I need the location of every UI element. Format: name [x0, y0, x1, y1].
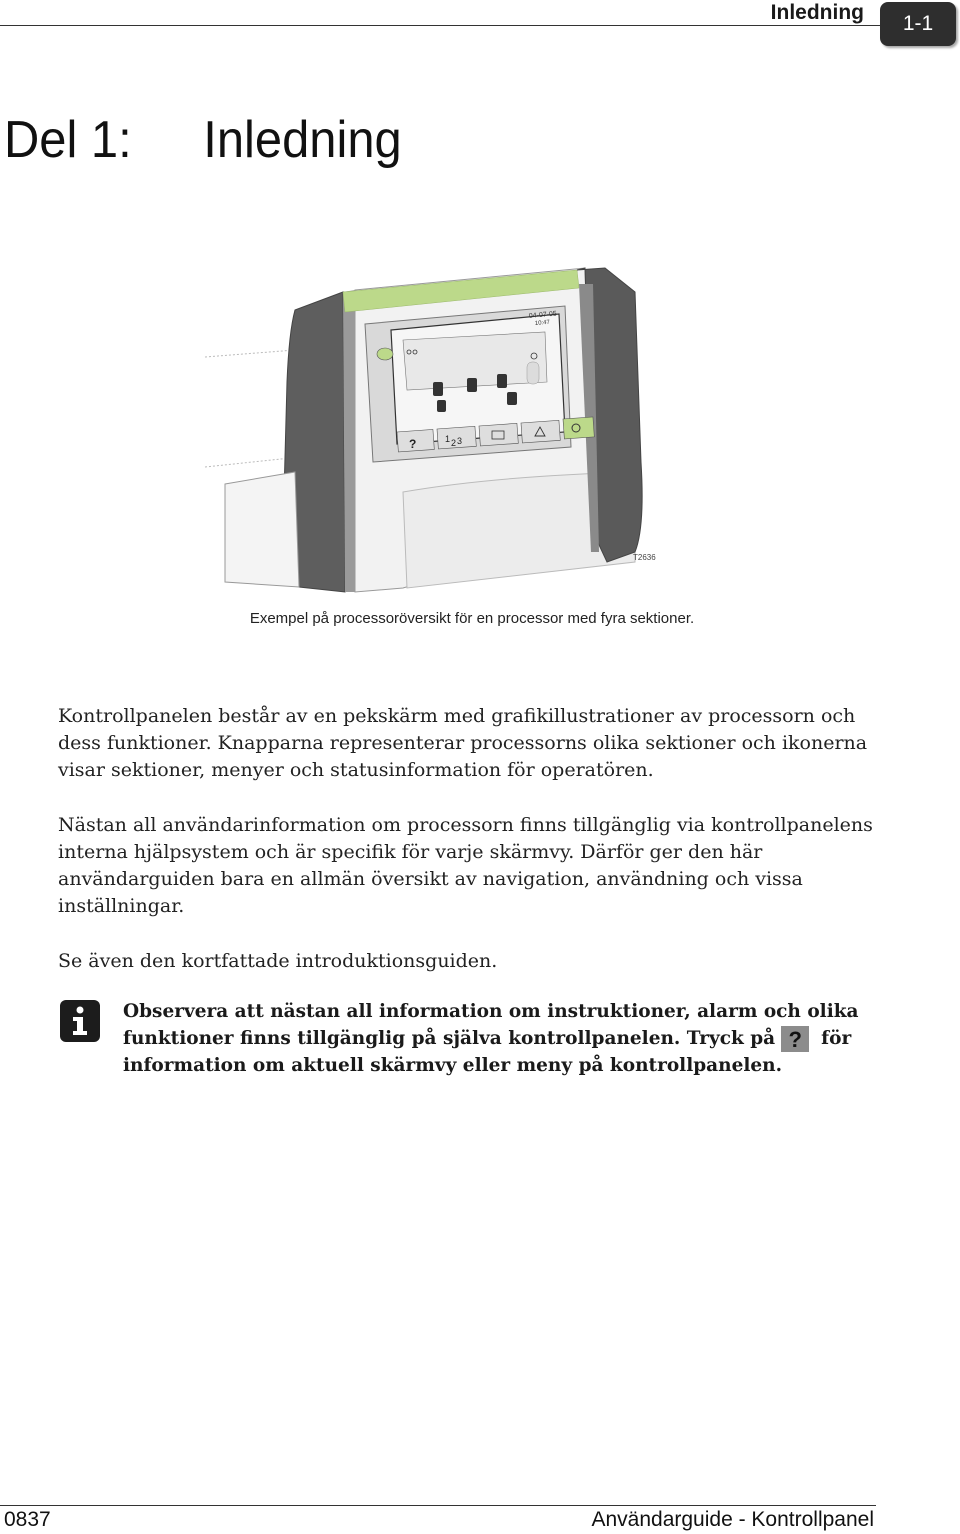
figure-code: T2636: [633, 553, 656, 562]
note-text-after: för information om aktuell skärmvy eller meny på kontrollpanelen.: [123, 1028, 852, 1076]
body-paragraph-2: Nästan all användarinformation om processorn finns tillgänglig via kontrollpanelens interna hjälpsystem och är specifik för varje skärmvy. Därför ger den här användarguiden bara en allmän översikt av navigation, användning och vissa inställningar.: [58, 814, 873, 917]
note-text-before: Observera att nästan all information om instruktioner, alarm och olika funktioner finns tillgänglig på själva kontrollpanelen. Tryck på: [123, 1001, 859, 1049]
help-button-icon: ?: [409, 437, 417, 451]
start-indicator-icon: [377, 348, 393, 360]
header-rule: [0, 25, 880, 26]
footer-rule: [0, 1505, 876, 1506]
control-panel-illustration: [195, 262, 695, 602]
svg-text:3: 3: [457, 436, 463, 446]
info-note: [123, 998, 863, 1079]
chapter-title: Inledning: [203, 111, 402, 169]
svg-text:1: 1: [445, 434, 451, 444]
header-section-title: Inledning: [770, 1, 864, 24]
footer-doc-number: 0837: [4, 1508, 51, 1531]
info-icon: [60, 1000, 100, 1042]
screen-time: 10:47: [534, 319, 551, 327]
chapter-number: Del 1:: [4, 111, 132, 169]
body-paragraph-1: Kontrollpanelen består av en pekskärm med grafikillustrationer av processorn och dess funktioner. Knapparna representerar processorns olika sektioner och ikonerna visar sektioner, menyer och statusinformation för operatören.: [58, 705, 868, 781]
figure-caption: Exempel på processoröversikt för en processor med fyra sektioner.: [249, 610, 695, 627]
screen-date: 04-07-05: [528, 310, 558, 320]
info-glyph-icon: [69, 1006, 91, 1036]
control-panel-drawing: [195, 262, 695, 602]
help-key-icon: ?: [781, 1026, 809, 1052]
svg-text:2: 2: [451, 438, 457, 448]
body-paragraph-3: Se även den kortfattade introduktionsguiden.: [58, 950, 498, 972]
footer-doc-title: Användarguide - Kontrollpanel: [591, 1508, 874, 1531]
page-number-tab: 1-1: [880, 2, 956, 46]
chapter-heading: [4, 110, 402, 170]
